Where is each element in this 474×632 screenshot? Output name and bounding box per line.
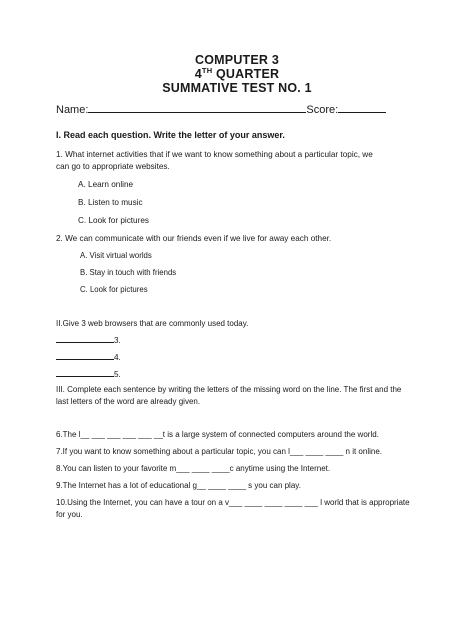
quarter-suffix: TH (201, 65, 213, 75)
part3-heading-line2: last letters of the word are already given. (56, 396, 201, 406)
score-label: Score: (306, 104, 339, 116)
fill-item-6 (56, 429, 379, 441)
blank-number: 4. (114, 353, 121, 362)
q1-text-line2: can go to appropriate websites. (56, 161, 170, 171)
fill-item-8 (56, 463, 330, 475)
browser-answer-line[interactable] (56, 334, 114, 343)
item-text: 7.If you want to know something about a particular topic, you can l (56, 447, 290, 456)
q1-option-a: A. Learn online (78, 180, 134, 189)
item-blanks[interactable]: __ ____ ____ (196, 481, 246, 490)
item-text: 9.The Internet has a lot of educational g (56, 481, 197, 490)
item-text: 10.Using the Internet, you can have a tour on a v (56, 498, 229, 507)
fill-item-10 (56, 497, 410, 520)
item-text: n it online. (343, 447, 383, 456)
q1-text-line1: 1. What internet activities that if we want to know something about a particular topic, we (56, 150, 373, 159)
item-text: l world that is appropriate (317, 498, 410, 507)
q1-text (56, 149, 373, 172)
part1-heading: I. Read each question. Write the letter of your answer. (56, 130, 285, 140)
q1-option-c: C. Look for pictures (78, 216, 149, 225)
fill-item-7 (56, 446, 382, 458)
item-text-line2: for you. (56, 509, 83, 519)
q1-option-b: B. Listen to music (78, 198, 143, 207)
item-text: s you can play. (245, 481, 301, 490)
worksheet-title (0, 53, 474, 95)
item-blanks[interactable]: ___ ____ ____ ____ ___ (229, 498, 318, 507)
item-text: t is a large system of connected computers around the world. (162, 430, 379, 439)
part2-heading: II.Give 3 web browsers that are commonly used today. (56, 319, 249, 328)
fill-item-9 (56, 480, 301, 492)
browser-blank-4 (56, 351, 121, 364)
quarter-number: 4 (194, 67, 202, 81)
quarter-label: QUARTER (212, 67, 280, 81)
item-blanks[interactable]: __ ___ ___ ___ ___ __ (80, 430, 163, 439)
q2-text: 2. We can communicate with our friends even if we live for away each other. (56, 234, 332, 243)
blank-number: 5. (114, 370, 121, 379)
title-test-name: SUMMATIVE TEST NO. 1 (162, 81, 312, 95)
browser-answer-line[interactable] (56, 351, 114, 360)
item-text: c anytime using the Internet. (229, 464, 331, 473)
name-field[interactable] (88, 101, 306, 113)
browser-answer-line[interactable] (56, 368, 114, 377)
browser-blank-5 (56, 368, 121, 381)
part3-heading-line1: III. Complete each sentence by writing the letters of the missing word on the line. The first and the (56, 385, 402, 394)
title-quarter (0, 67, 474, 81)
name-score-line (56, 101, 386, 116)
item-text: 8.You can listen to your favorite m (56, 464, 177, 473)
browser-blank-3 (56, 334, 121, 347)
q2-option-a: A. Visit virtual worlds (80, 251, 152, 260)
score-field[interactable] (338, 101, 386, 113)
q2-option-c: C. Look for pictures (80, 285, 148, 294)
q2-option-b: B. Stay in touch with friends (80, 268, 177, 277)
blank-number: 3. (114, 336, 121, 345)
item-blanks[interactable]: ___ ____ ____ (289, 447, 344, 456)
title-subject: COMPUTER 3 (195, 53, 279, 67)
item-text: 6.The l (56, 430, 81, 439)
name-label: Name: (56, 104, 89, 116)
part3-heading (56, 384, 401, 407)
item-blanks[interactable]: ___ ____ ____ (176, 464, 230, 473)
